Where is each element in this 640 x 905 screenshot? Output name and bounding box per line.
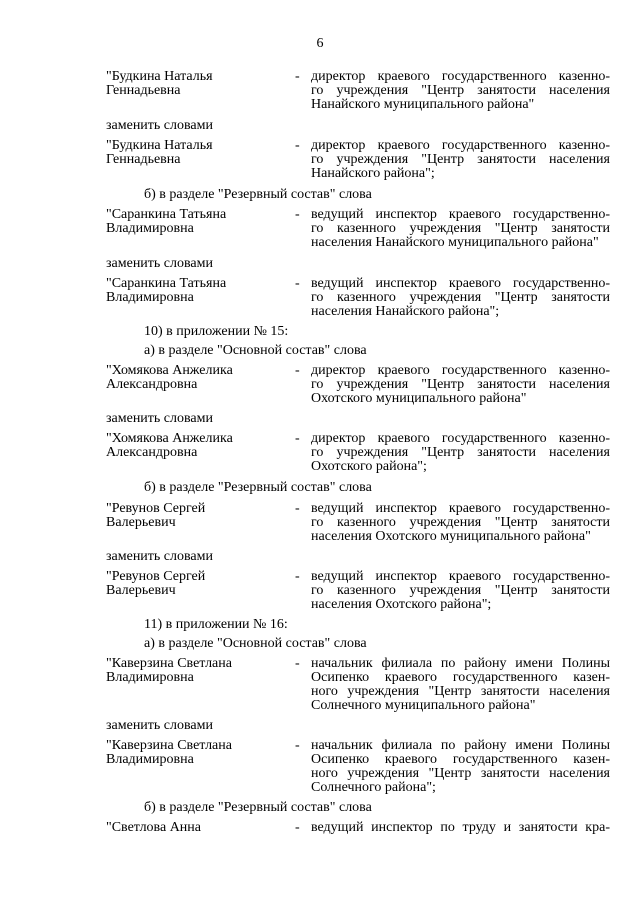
dash-separator: - — [295, 276, 300, 291]
dash-separator: - — [295, 207, 300, 222]
position-description-line: населения Нанайского муниципального района" — [311, 235, 599, 250]
position-description-line: ведущий инспектор по труду и занятости кра- — [311, 820, 610, 835]
person-name — [106, 570, 286, 598]
replace-words-text: заменить словами — [106, 718, 213, 733]
position-description — [311, 70, 610, 112]
position-description — [311, 739, 610, 795]
position-description — [311, 657, 610, 713]
person-name — [106, 502, 286, 530]
person-name-line: "Ревунов Сергей — [106, 569, 206, 584]
section-heading: б) в разделе "Резервный состав" слова — [144, 187, 372, 202]
position-description-line: Осипенко краевого государственного казен- — [311, 670, 610, 685]
dash-separator: - — [295, 69, 300, 84]
position-description-line: го учреждения "Центр занятости населения — [311, 83, 610, 98]
dash-separator: - — [295, 363, 300, 378]
person-name-line: Владимировна — [106, 752, 194, 767]
dash-separator: - — [295, 431, 300, 446]
person-name-line: "Хомякова Анжелика — [106, 363, 233, 378]
person-name-line: Геннадьевна — [106, 83, 181, 98]
position-description-line: ведущий инспектор краевого государственно- — [311, 276, 610, 291]
position-description-line: директор краевого государственного казенно- — [311, 363, 610, 378]
position-description-line: го казенного учреждения "Центр занятости — [311, 515, 610, 530]
position-description-line: го казенного учреждения "Центр занятости — [311, 290, 610, 305]
person-name-line: Валерьевич — [106, 515, 176, 530]
section-heading: а) в разделе "Основной состав" слова — [144, 636, 367, 651]
dash-separator: - — [295, 501, 300, 516]
position-description — [311, 502, 610, 544]
position-description-line: го казенного учреждения "Центр занятости — [311, 583, 610, 598]
person-name — [106, 208, 286, 236]
dash-separator: - — [295, 656, 300, 671]
position-description-line: директор краевого государственного казенно- — [311, 69, 610, 84]
position-description-line: начальник филиала по району имени Полины — [311, 738, 610, 753]
person-name-line: Валерьевич — [106, 583, 176, 598]
person-name — [106, 657, 286, 685]
position-description — [311, 821, 610, 835]
person-name-line: "Будкина Наталья — [106, 69, 213, 84]
section-heading: б) в разделе "Резервный состав" слова — [144, 800, 372, 815]
person-name-line: "Каверзина Светлана — [106, 738, 232, 753]
position-description-line: го учреждения "Центр занятости населения — [311, 445, 610, 460]
person-name — [106, 70, 286, 98]
person-name — [106, 277, 286, 305]
dash-separator: - — [295, 820, 300, 835]
position-description-line: Охотского муниципального района" — [311, 391, 527, 406]
position-description-line: го казенного учреждения "Центр занятости — [311, 221, 610, 236]
position-description-line: Нанайского муниципального района" — [311, 97, 535, 112]
replace-words-text: заменить словами — [106, 549, 213, 564]
dash-separator: - — [295, 569, 300, 584]
replace-words-text: заменить словами — [106, 118, 213, 133]
dash-separator: - — [295, 138, 300, 153]
person-name-line: "Будкина Наталья — [106, 138, 213, 153]
section-heading: б) в разделе "Резервный состав" слова — [144, 480, 372, 495]
person-name-line: "Саранкина Татьяна — [106, 276, 227, 291]
replace-words-text: заменить словами — [106, 256, 213, 271]
section-heading: 10) в приложении № 15: — [144, 324, 289, 339]
position-description-line: директор краевого государственного казенно- — [311, 138, 610, 153]
position-description-line: ведущий инспектор краевого государственно- — [311, 207, 610, 222]
position-description — [311, 570, 610, 612]
position-description — [311, 364, 610, 406]
position-description-line: Солнечного муниципального района" — [311, 698, 536, 713]
person-name-line: Александровна — [106, 377, 198, 392]
person-name-line: "Светлова Анна — [106, 820, 201, 835]
position-description-line: начальник филиала по району имени Полины — [311, 656, 610, 671]
person-name-line: "Каверзина Светлана — [106, 656, 232, 671]
position-description-line: директор краевого государственного казенно- — [311, 431, 610, 446]
dash-separator: - — [295, 738, 300, 753]
person-name — [106, 139, 286, 167]
section-heading: 11) в приложении № 16: — [144, 617, 288, 632]
position-description-line: Осипенко краевого государственного казен- — [311, 752, 610, 767]
position-description — [311, 432, 610, 474]
position-description-line: Нанайского района"; — [311, 166, 435, 181]
person-name — [106, 364, 286, 392]
position-description — [311, 277, 610, 319]
person-name-line: Александровна — [106, 445, 198, 460]
person-name-line: Геннадьевна — [106, 152, 181, 167]
section-heading: а) в разделе "Основной состав" слова — [144, 343, 367, 358]
position-description-line: ного учреждения "Центр занятости населения — [311, 766, 610, 781]
person-name-line: Владимировна — [106, 670, 194, 685]
position-description — [311, 208, 610, 250]
position-description — [311, 139, 610, 181]
person-name — [106, 821, 286, 835]
position-description-line: го учреждения "Центр занятости населения — [311, 377, 610, 392]
person-name — [106, 432, 286, 460]
position-description-line: населения Охотского муниципального района" — [311, 529, 591, 544]
position-description-line: Охотского района"; — [311, 459, 427, 474]
position-description-line: ведущий инспектор краевого государственно- — [311, 569, 610, 584]
replace-words-text: заменить словами — [106, 411, 213, 426]
person-name — [106, 739, 286, 767]
person-name-line: "Саранкина Татьяна — [106, 207, 227, 222]
page-number: 6 — [316, 36, 324, 51]
position-description-line: ведущий инспектор краевого государственно- — [311, 501, 610, 516]
person-name-line: "Хомякова Анжелика — [106, 431, 233, 446]
position-description-line: населения Охотского района"; — [311, 597, 492, 612]
person-name-line: Владимировна — [106, 290, 194, 305]
position-description-line: го учреждения "Центр занятости населения — [311, 152, 610, 167]
person-name-line: Владимировна — [106, 221, 194, 236]
person-name-line: "Ревунов Сергей — [106, 501, 206, 516]
position-description-line: ного учреждения "Центр занятости населения — [311, 684, 610, 699]
position-description-line: населения Нанайского района"; — [311, 304, 500, 319]
position-description-line: Солнечного района"; — [311, 780, 436, 795]
